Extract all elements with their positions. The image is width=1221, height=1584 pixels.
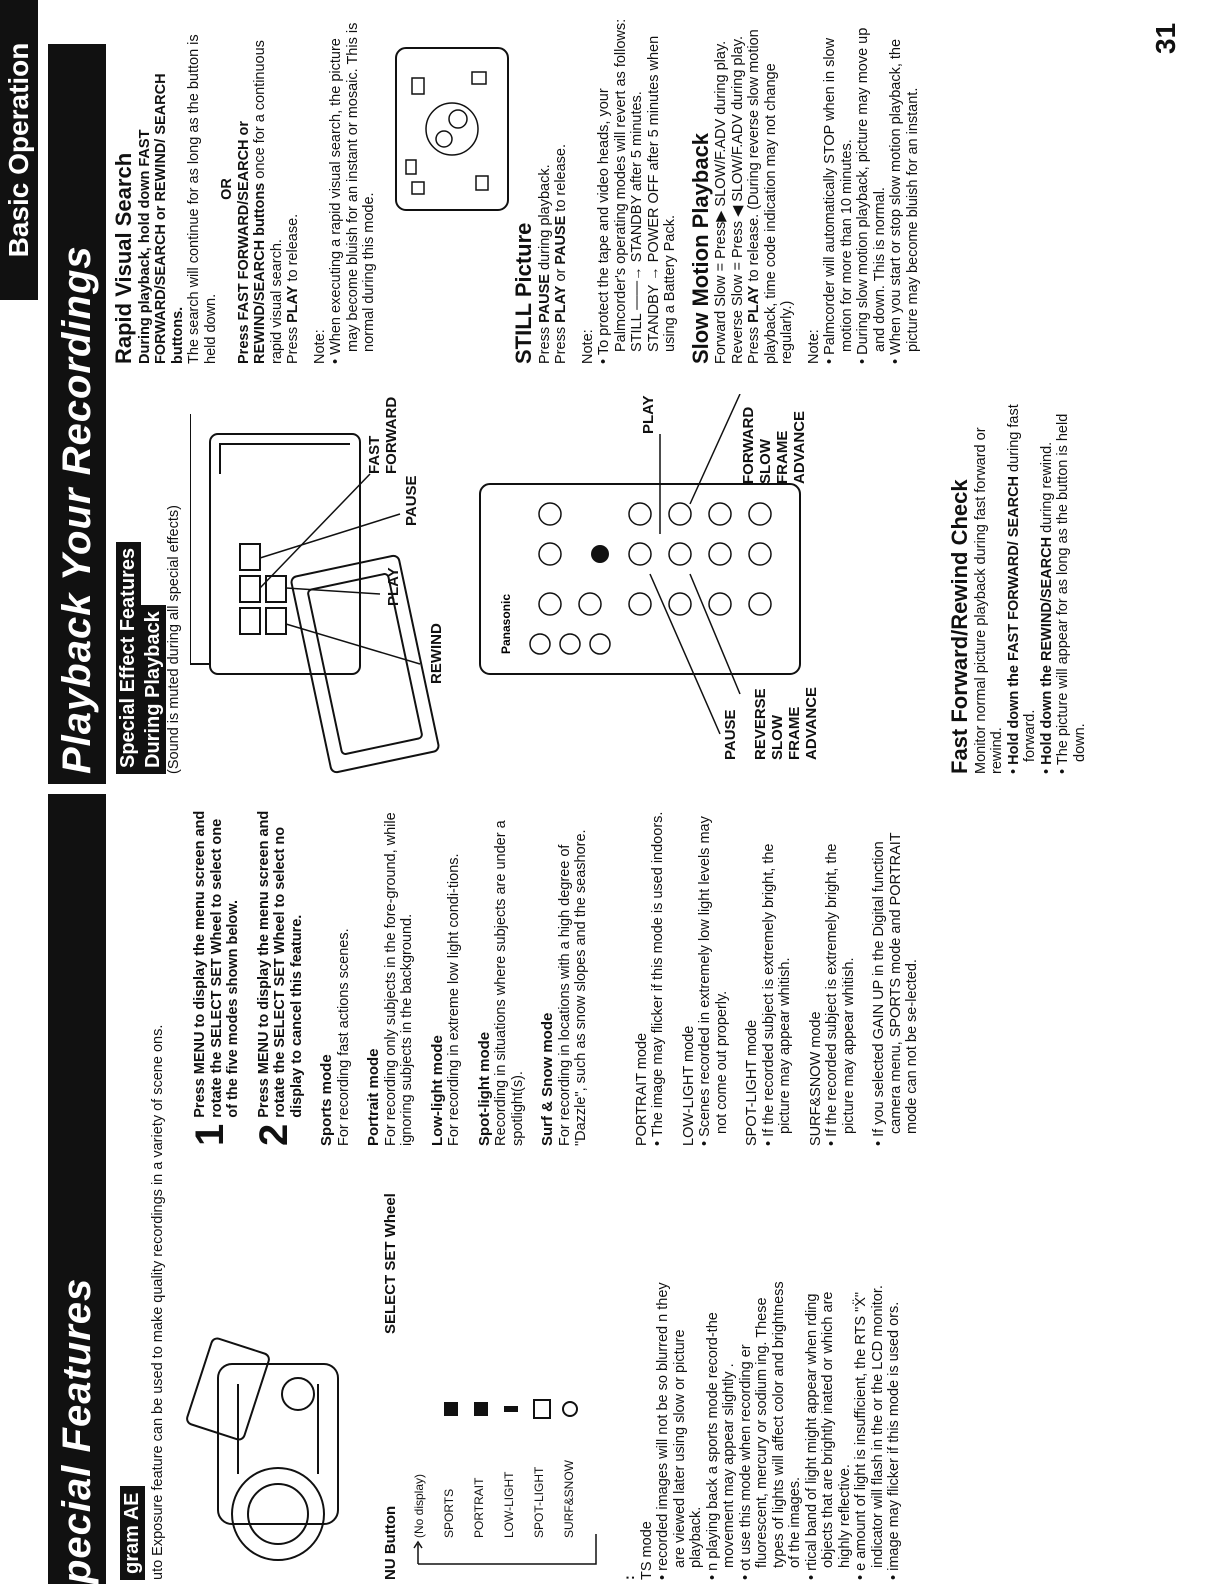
mode-sports: Sports mode For recording fast actions scenes. [318, 928, 352, 1146]
note-low-light: LOW-LIGHT mode • Scenes recorded in extremely low light levels may not come out properly. [680, 816, 730, 1146]
ff-rew-item: • The picture will appear for as long as the button is held down. [1055, 413, 1088, 774]
play-label: PLAY [385, 567, 402, 606]
forward-slow-frame-advance: FORWARD SLOW FRAME ADVANCE [740, 406, 808, 484]
right-page [0, 0, 1221, 784]
rapid-title: Rapid Visual Search [111, 152, 136, 364]
reverse-slow-frame-advance: REVERSE SLOW FRAME ADVANCE [752, 686, 820, 760]
special-effect-heading [116, 414, 183, 774]
ff-rew-section [947, 404, 1088, 774]
mode-icons [412, 1384, 592, 1424]
left-page-title: pecial Features [48, 794, 106, 1584]
mosaic-picture-illustration [392, 44, 512, 214]
mode-cycle-item: SURF&SNOW [562, 1460, 576, 1538]
spot-light-icon [534, 1400, 550, 1418]
fast-forward-label: FAST FORWARD [366, 396, 400, 474]
note-gain-up: • If you selected GAIN UP in the Digital function camera menu, SPORTS mode and PORTRAIT mode can not be se-lected. [871, 832, 920, 1146]
right-column [111, 14, 935, 364]
remote-play-label: PLAY [640, 395, 657, 434]
mode-cycle-item: (No display) [412, 1473, 426, 1538]
mode-surf-snow: Surf & Snow mode For recording in locations with a high degree of "Dazzle", such as snow slopes and the seashore. [539, 829, 589, 1146]
camera-illustration [178, 1324, 378, 1584]
note-surf-snow: SURF&SNOW mode • If the recorded subject is extremely bright, the picture may appear whitish. [807, 843, 857, 1146]
step-1: 1 Press MENU to display the menu screen and rotate the SELECT SET Wheel to select one of the five modes shown below. [188, 810, 241, 1146]
low-light-icon [504, 1406, 518, 1412]
steps-and-modes [188, 806, 935, 1146]
note-item: • rtical band of light might appear when rding objects that are brightly inated or which are highly reflective. [803, 1291, 853, 1580]
basic-operation-tab: Basic Operation [0, 0, 38, 300]
mode-portrait: Portrait mode For recording only subjects in the fore-ground, while ignoring subjects in the background. [365, 812, 415, 1146]
still-picture: STILL Picture Press PAUSE during playback. Press PLAY or PAUSE to release. Note: • To protect the tape and video heads, your Palmcorder's operating modes will revert as follows: STILL ——→ STANDBY after 5 minutes. STANDBY → POWER OFF after 5 minutes when using a Battery Pack. [516, 14, 679, 364]
program-ae-intro: uto Exposure feature can be used to make quality recordings in a variety of scene ons. [150, 1024, 166, 1580]
mode-cycle-item: SPORTS [442, 1488, 456, 1538]
menu-button-label: NU Button [382, 1505, 399, 1580]
mode-cycle-item: LOW-LIGHT [502, 1471, 516, 1538]
ff-rew-intro: Monitor normal picture playback during fast forward or rewind. [972, 427, 1005, 774]
right-page-title: Playback Your Recordings [48, 44, 106, 784]
mode-spot-light: Spot-light mode Recording in situations where subjects are under a spotlight(s). [475, 820, 526, 1146]
note-portrait: PORTRAIT mode • The image may flicker if this mode is used indoors. [633, 811, 666, 1146]
slow-motion-playback: Slow Motion Playback Forward Slow = Press▶ SLOW/F.ADV during play. Reverse Slow = Press ◀ SLOW/F.ADV during play. Press PLAY to release. (During reverse slow motion playback, time code indication may not change regularly.) Note: • Palmcorder will automatically STOP when in slow motion for more than 10 minutes. • During slow motion playback, picture may move up and down. This is normal. • When you start or stop slow motion playback, the picture may become bluish for an instant. [693, 14, 922, 364]
pause-label: PAUSE [403, 475, 420, 526]
slow-title: Slow Motion Playback [687, 132, 713, 364]
note-item: • n playing back a sports mode record-the movement may appear slightly . [704, 1312, 737, 1580]
remote-brand: Panasonic [499, 593, 513, 654]
note-spot-light: SPOT-LIGHT mode • If the recorded subject is extremely bright, the picture may appear whitish. [744, 843, 793, 1146]
rewind-label: REWIND [428, 623, 445, 684]
surf-snow-icon [563, 1402, 577, 1416]
remote-pause-label: PAUSE [722, 709, 739, 760]
ff-rew-item: • Hold down the REWIND/SEARCH during rewind. [1038, 441, 1055, 774]
rapid-visual-search: Rapid Visual Search During playback, hold down FAST FORWARD/SEARCH or REWIND/ SEARCH buttons. The search will continue for as long as the button is held down. OR Press FAST FORWARD/SEARCH or REWIND/SEARCH buttons once for a continuous rapid visual search. Press PLAY to release. Note: • When executing a rapid visual search, the picture may become bluish for an instant or mosaic. This is normal during this mode. [116, 14, 378, 364]
note-heading: : [622, 1575, 638, 1580]
left-notes [622, 1280, 903, 1580]
mode-cycle-item: PORTRAIT [472, 1477, 486, 1538]
left-page [0, 802, 1221, 1584]
step-2: 2 Press MENU to display the menu screen and rotate the SELECT SET Wheel to select no display to cancel this feature. [251, 810, 305, 1146]
mode-low-light: Low-light mode For recording in extreme low light condi-tions. [428, 853, 462, 1146]
sports-note-title: TS mode [638, 1521, 655, 1580]
note-item: • image may flicker if this mode is used ors. [886, 1301, 902, 1580]
during-playback-title: During Playback [141, 605, 166, 774]
ff-rew-item: • Hold down the FAST FORWARD/ SEARCH during fast forward. [1005, 404, 1038, 774]
note-item: • e amount of light is insufficient, the RTS "Ẍ" indicator will flash in the or the LCD monitor. [853, 1285, 886, 1580]
note-item: • recorded images will not be so blurred n they are viewed later using slow or picture playback. [655, 1282, 704, 1580]
special-effect-title: Special Effect Features [116, 542, 141, 774]
palmcorder-diagram [190, 394, 440, 774]
sound-muted-note: (Sound is muted during all special effects) [166, 505, 182, 774]
sports-icon [444, 1402, 458, 1416]
note-item: • ot use this mode when recording er fluorescent, mercury or sodium ing. These types of lights will affect color and brightness of the images. [737, 1281, 803, 1580]
page-number: 31 [1150, 22, 1181, 54]
program-ae-section [120, 1160, 145, 1580]
still-title: STILL Picture [511, 222, 536, 364]
select-set-wheel-label: SELECT SET Wheel [382, 1193, 399, 1334]
mode-cycle-item: SPOT-LIGHT [532, 1466, 546, 1538]
portrait-icon [474, 1402, 488, 1416]
program-ae-heading: gram AE [120, 1486, 145, 1580]
mode-cycle-list [412, 1318, 592, 1538]
ff-rew-title: Fast Forward/Rewind Check [947, 479, 972, 774]
